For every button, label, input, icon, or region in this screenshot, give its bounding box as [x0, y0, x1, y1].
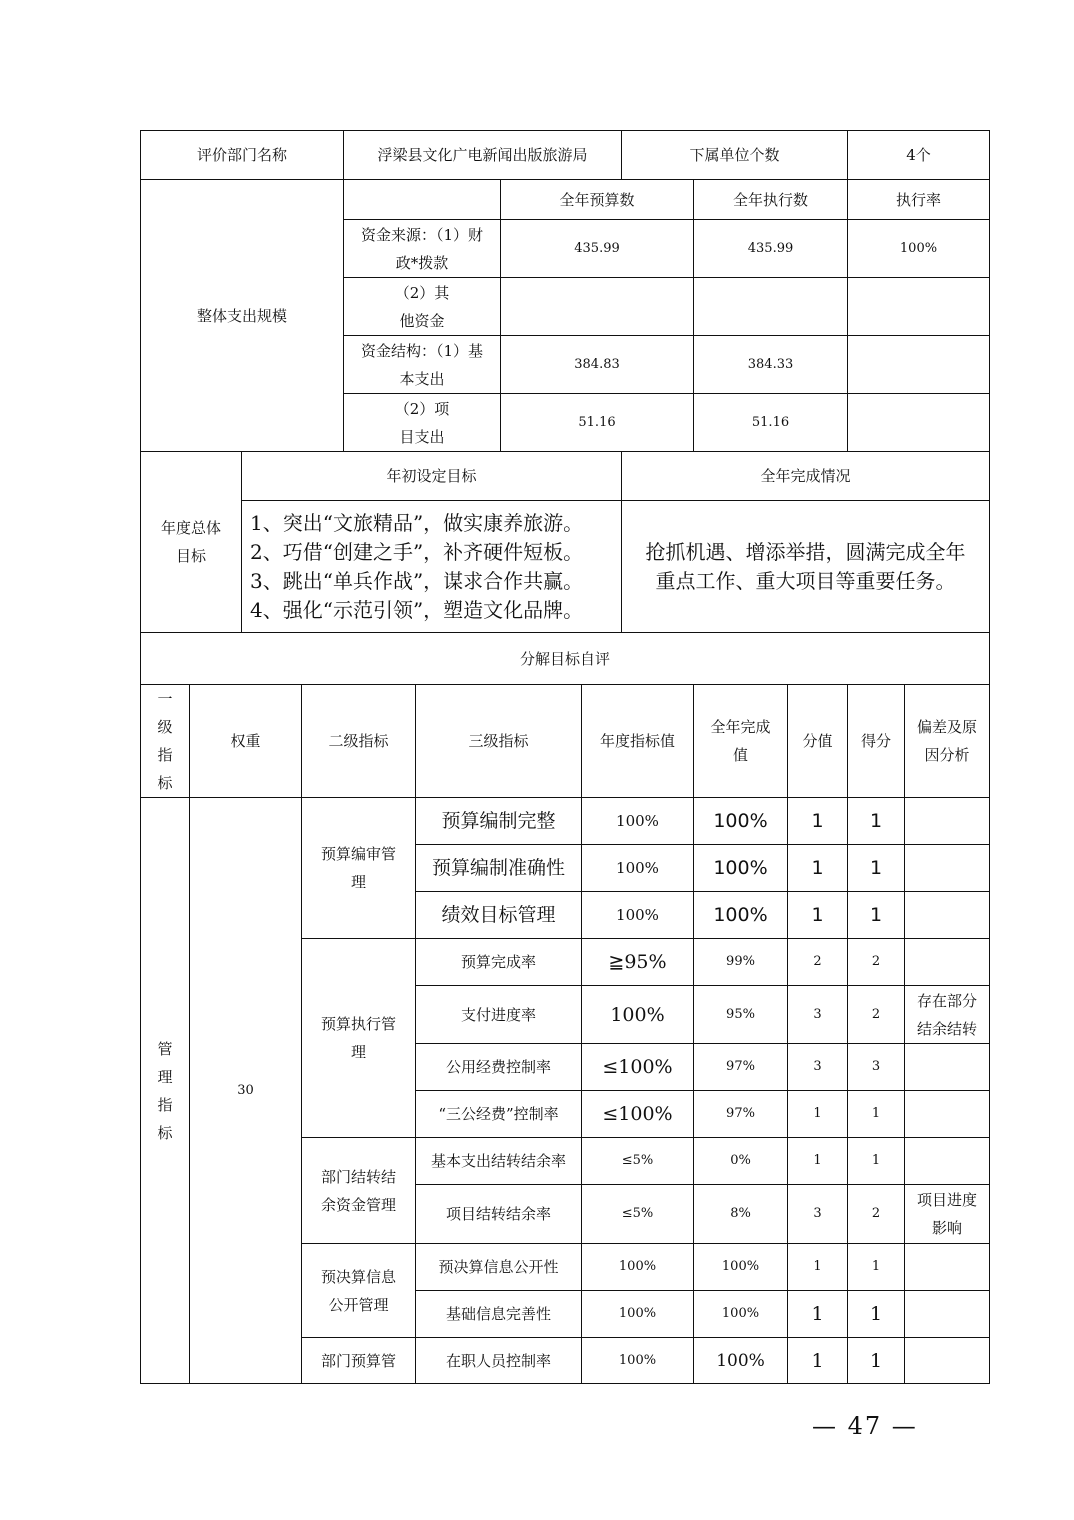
table-row-name — [415, 844, 582, 892]
table-row-analysis — [904, 938, 990, 986]
table-row-points — [787, 891, 848, 939]
goal-set-header: 年初设定目标 — [386, 467, 477, 485]
row-name: 支付进度率 — [460, 1005, 536, 1024]
row-target: 100% — [616, 812, 659, 830]
dept-name-cell — [343, 130, 622, 180]
table-row-name — [415, 1243, 582, 1291]
exp-row-label-text: （2）其 他资金 — [394, 283, 450, 330]
table-row-actual — [693, 985, 788, 1044]
table-row-name — [415, 1043, 582, 1091]
table-row-name — [415, 797, 582, 845]
table-row-target — [581, 1043, 694, 1091]
exp-row-budget-text: 384.83 — [574, 356, 620, 372]
row-actual: 100% — [713, 904, 768, 926]
row-score: 1 — [871, 1153, 881, 1168]
hdr-target-cell — [581, 684, 694, 798]
table-row-points — [787, 844, 848, 892]
exp-row-label — [343, 335, 501, 394]
hdr-weight-cell — [189, 684, 302, 798]
exp-row-label — [343, 219, 501, 278]
row-analysis: 存在部分 结余结转 — [916, 991, 977, 1038]
subunits-label: 下属单位个数 — [689, 146, 780, 164]
table-row-score — [847, 797, 905, 845]
table-row-name — [415, 1290, 582, 1338]
table-row-analysis — [904, 1243, 990, 1291]
table-row-actual — [693, 1090, 788, 1138]
table-row-name — [415, 1137, 582, 1185]
row-score: 3 — [871, 1059, 881, 1074]
row-actual: 100% — [713, 857, 768, 879]
table-row-target — [581, 1137, 694, 1185]
row-score: 1 — [869, 810, 883, 832]
row-target: ≤5% — [621, 1153, 654, 1168]
hdr-score: 得分 — [860, 732, 891, 750]
row-name: “三公经费”控制率 — [438, 1105, 559, 1123]
table-row-actual — [693, 1137, 788, 1185]
table-row-actual — [693, 1243, 788, 1291]
exp-row-exec — [693, 335, 848, 394]
row-score: 2 — [871, 1206, 881, 1221]
table-row-score — [847, 1184, 905, 1244]
row-score: 1 — [869, 904, 883, 926]
col-exec-cell — [693, 179, 848, 220]
col-budget: 全年预算数 — [559, 190, 635, 209]
row-points: 2 — [813, 954, 822, 969]
row-score: 1 — [871, 1259, 881, 1274]
row-target: ≤100% — [602, 1103, 673, 1125]
row-name: 预算编制准确性 — [431, 857, 565, 879]
group-name: 预算编审管 理 — [320, 845, 396, 891]
table-row-target — [581, 844, 694, 892]
table-row-analysis — [904, 1043, 990, 1091]
hdr-level3-cell — [415, 684, 582, 798]
row-actual: 97% — [726, 1059, 755, 1074]
exp-row-budget — [500, 219, 694, 278]
row-name: 预算编制完整 — [441, 810, 556, 832]
row-score: 2 — [871, 1006, 881, 1022]
row-name: 在职人员控制率 — [445, 1351, 551, 1370]
table-row-name — [415, 938, 582, 986]
row-name: 预决算信息公开性 — [438, 1258, 559, 1276]
exp-row-exec — [693, 277, 848, 336]
hdr-level1: 一 级 指 标 — [157, 690, 173, 792]
table-row-actual — [693, 1337, 788, 1384]
row-points: 1 — [811, 1303, 824, 1325]
row-points: 1 — [811, 810, 824, 832]
exp-row-label-text: （2）项 目支出 — [394, 399, 450, 446]
dept-label: 评价部门名称 — [196, 146, 287, 164]
subunits-value-cell — [847, 130, 990, 180]
col-rate: 执行率 — [895, 190, 941, 209]
row-actual: 8% — [730, 1206, 751, 1221]
table-row-score — [847, 1337, 905, 1384]
table-row-points — [787, 938, 848, 986]
exp-row-exec — [693, 219, 848, 278]
row-name: 基本支出结转结余率 — [430, 1152, 566, 1170]
row-actual: 99% — [726, 954, 755, 969]
table-row-actual — [693, 1290, 788, 1338]
expenditure-blank-cell — [343, 179, 501, 220]
row-target: 100% — [616, 906, 659, 924]
hdr-level2: 二级指标 — [328, 732, 389, 750]
hdr-score-cell — [847, 684, 905, 798]
goal-set-text: 1、突出“文旅精品”，做实康养旅游。 2、巧借“创建之手”，补齐硬件短板。 3、跳出“单兵作战”，谋求合作共赢。 4、强化“示范引领”，塑造文化品牌。 — [250, 510, 584, 622]
exp-row-budget-text: 435.99 — [574, 240, 620, 256]
expenditure-label: 整体支出规模 — [196, 306, 287, 325]
row-points: 3 — [813, 1206, 822, 1221]
row-target: 100% — [616, 859, 659, 877]
hdr-weight: 权重 — [230, 732, 261, 750]
row-score: 1 — [871, 1106, 881, 1121]
exp-row-label-text: 资金结构：（1）基 本支出 — [360, 341, 484, 388]
table-row-score — [847, 1043, 905, 1091]
row-actual: 0% — [730, 1153, 751, 1168]
row-target: ≤5% — [621, 1206, 654, 1221]
annual-goal-label-cell — [140, 451, 242, 633]
table-row-score — [847, 1290, 905, 1338]
row-actual: 97% — [726, 1106, 755, 1121]
table-row-actual — [693, 1184, 788, 1244]
table-row-analysis — [904, 1090, 990, 1138]
table-row-analysis — [904, 1290, 990, 1338]
exp-row-exec-text: 435.99 — [747, 240, 794, 256]
row-points: 3 — [813, 1006, 822, 1022]
breakdown-title: 分解目标自评 — [519, 649, 610, 668]
table-row-target — [581, 797, 694, 845]
exp-row-budget — [500, 335, 694, 394]
group-name-cell — [301, 938, 416, 1138]
exp-row-exec-text: 384.33 — [747, 356, 794, 372]
row-points: 3 — [813, 1059, 822, 1074]
level1-cell — [140, 797, 190, 1384]
goal-done-text-cell — [621, 500, 990, 633]
weight-cell — [189, 797, 302, 1384]
hdr-analysis-cell — [904, 684, 990, 798]
row-points: 1 — [813, 1153, 822, 1168]
row-name: 公用经费控制率 — [445, 1058, 551, 1076]
hdr-level2-cell — [301, 684, 416, 798]
table-row-actual — [693, 1043, 788, 1091]
table-row-target — [581, 938, 694, 986]
row-score: 1 — [869, 1303, 883, 1325]
exp-row-label — [343, 393, 501, 452]
table-row-points — [787, 1290, 848, 1338]
row-points: 1 — [813, 1106, 822, 1121]
hdr-points-cell — [787, 684, 848, 798]
page-number: — 47 — — [812, 1412, 918, 1440]
hdr-actual: 全年完成 值 — [710, 718, 771, 764]
table-row-points — [787, 1184, 848, 1244]
table-row-actual — [693, 797, 788, 845]
col-budget-cell — [500, 179, 694, 220]
dept-name: 浮梁县文化广电新闻出版旅游局 — [377, 146, 588, 164]
exp-row-label — [343, 277, 501, 336]
table-row-actual — [693, 891, 788, 939]
weight-value: 30 — [237, 1082, 254, 1098]
table-row-target — [581, 1337, 694, 1384]
row-target: ≤100% — [602, 1056, 673, 1078]
exp-row-label-text: 资金来源：（1）财 政*拨款 — [360, 225, 484, 272]
exp-row-rate-text: 100% — [899, 240, 938, 256]
row-score: 2 — [871, 954, 881, 969]
goal-done-header-cell — [621, 451, 990, 501]
table-row-target — [581, 891, 694, 939]
row-points: 1 — [811, 1349, 824, 1372]
table-row-analysis — [904, 797, 990, 845]
breakdown-title-cell — [140, 632, 990, 685]
row-name: 预算完成率 — [460, 953, 536, 971]
group-name: 预决算信息 公开管理 — [320, 1267, 396, 1314]
row-actual: 100% — [713, 810, 768, 832]
group-name-cell — [301, 1243, 416, 1338]
row-target: ≧95% — [608, 951, 667, 973]
row-score: 1 — [869, 857, 883, 879]
table-row-name — [415, 985, 582, 1044]
exp-row-rate — [847, 393, 990, 452]
subunits-value: 4个 — [906, 146, 931, 164]
table-row-analysis — [904, 1184, 990, 1244]
table-row-points — [787, 1337, 848, 1384]
row-actual: 95% — [726, 1006, 755, 1022]
group-name: 部门预算管 — [320, 1351, 396, 1370]
table-row-score — [847, 891, 905, 939]
table-row-score — [847, 985, 905, 1044]
row-actual: 100% — [716, 1350, 765, 1371]
exp-row-exec — [693, 393, 848, 452]
level1-label: 管 理 指 标 — [157, 1039, 173, 1142]
table-row-analysis — [904, 844, 990, 892]
row-name: 项目结转结余率 — [445, 1205, 551, 1223]
group-name: 预算执行管 理 — [320, 1015, 396, 1061]
table-row-name — [415, 1184, 582, 1244]
group-name-cell — [301, 797, 416, 939]
table-row-score — [847, 1243, 905, 1291]
hdr-points: 分值 — [802, 732, 833, 750]
table-row-analysis — [904, 891, 990, 939]
table-row-points — [787, 1043, 848, 1091]
table-row-score — [847, 1137, 905, 1185]
goal-done-header: 全年完成情况 — [760, 467, 851, 485]
exp-row-rate — [847, 335, 990, 394]
table-row-points — [787, 985, 848, 1044]
hdr-actual-cell — [693, 684, 788, 798]
table-row-points — [787, 1090, 848, 1138]
row-target: 100% — [618, 1352, 657, 1368]
exp-row-budget-text: 51.16 — [578, 414, 616, 430]
table-row-analysis — [904, 985, 990, 1044]
row-points: 1 — [811, 857, 824, 879]
table-row-points — [787, 1137, 848, 1185]
table-row-points — [787, 797, 848, 845]
table-row-target — [581, 1290, 694, 1338]
group-name: 部门结转结 余资金管理 — [320, 1167, 396, 1214]
table-row-score — [847, 938, 905, 986]
table-row-actual — [693, 844, 788, 892]
table-row-name — [415, 1090, 582, 1138]
row-points: 1 — [813, 1259, 822, 1274]
table-row-analysis — [904, 1137, 990, 1185]
subunits-label-cell — [621, 130, 848, 180]
annual-goal-label: 年度总体 目标 — [160, 519, 221, 565]
row-points: 1 — [811, 904, 824, 926]
dept-label-cell — [140, 130, 344, 180]
exp-row-rate — [847, 219, 990, 278]
exp-row-exec-text: 51.16 — [751, 414, 790, 430]
row-target: 100% — [610, 1003, 665, 1026]
table-row-target — [581, 985, 694, 1044]
group-name-cell — [301, 1137, 416, 1244]
table-row-actual — [693, 938, 788, 986]
table-row-name — [415, 891, 582, 939]
col-exec: 全年执行数 — [732, 190, 808, 209]
col-rate-cell — [847, 179, 990, 220]
table-row-score — [847, 844, 905, 892]
goal-set-header-cell — [241, 451, 622, 501]
hdr-level3: 三级指标 — [468, 732, 529, 750]
table-row-target — [581, 1090, 694, 1138]
exp-row-rate — [847, 277, 990, 336]
group-name-cell — [301, 1337, 416, 1384]
row-name: 绩效目标管理 — [441, 904, 556, 926]
table-row-score — [847, 1090, 905, 1138]
exp-row-budget — [500, 393, 694, 452]
row-target: 100% — [618, 1306, 657, 1321]
row-score: 1 — [869, 1349, 883, 1372]
hdr-level1-cell — [140, 684, 190, 798]
row-name: 基础信息完善性 — [445, 1305, 551, 1323]
goal-done-text: 抢抓机遇、增添举措，圆满完成全年 重点工作、重大项目等重要任务。 — [645, 539, 966, 593]
row-actual: 100% — [721, 1259, 760, 1274]
hdr-analysis: 偏差及原 因分析 — [916, 718, 977, 764]
exp-row-budget — [500, 277, 694, 336]
row-target: 100% — [618, 1259, 657, 1274]
table-row-analysis — [904, 1337, 990, 1384]
table-row-target — [581, 1184, 694, 1244]
row-actual: 100% — [721, 1306, 760, 1321]
table-row-points — [787, 1243, 848, 1291]
expenditure-label-cell — [140, 179, 344, 452]
hdr-target: 年度指标值 — [599, 732, 675, 750]
row-analysis: 项目进度 影响 — [916, 1191, 977, 1237]
table-row-target — [581, 1243, 694, 1291]
table-row-name — [415, 1337, 582, 1384]
goal-set-text-cell — [241, 500, 622, 633]
